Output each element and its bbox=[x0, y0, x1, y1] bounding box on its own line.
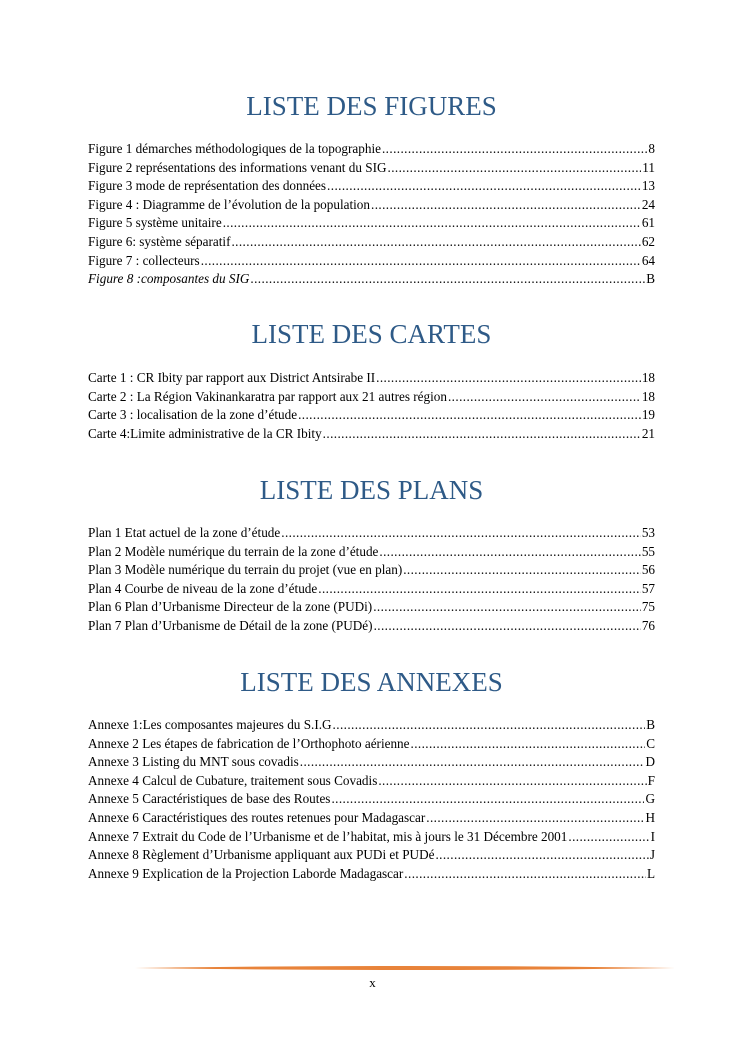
toc-list-annexes bbox=[88, 716, 655, 883]
toc-entry[interactable]: Annexe 2 Les étapes de fabrication de l’Orthophoto aérienne ..... C bbox=[88, 735, 655, 754]
toc-entry[interactable]: Carte 1 : CR Ibity par rapport aux District Antsirabe II ..... 18 bbox=[88, 369, 655, 388]
toc-entry[interactable]: Figure 6: système séparatif ..... 62 bbox=[88, 233, 655, 252]
toc-list-figures bbox=[88, 140, 655, 289]
toc-entry[interactable]: Figure 8 :composantes du SIG ..... B bbox=[88, 270, 655, 289]
toc-entry[interactable]: Figure 5 système unitaire ..... 61 bbox=[88, 214, 655, 233]
toc-entry[interactable]: Plan 4 Courbe de niveau de la zone d’étude ..... 57 bbox=[88, 580, 655, 599]
page-number: x bbox=[369, 975, 376, 990]
toc-entry[interactable]: Plan 6 Plan d’Urbanisme Directeur de la zone (PUDi) ..... 75 bbox=[88, 598, 655, 617]
toc-entry[interactable]: Annexe 3 Listing du MNT sous covadis ..... D bbox=[88, 753, 655, 772]
toc-entry[interactable]: Figure 1 démarches méthodologiques de la topographie ..... 8 bbox=[88, 140, 655, 159]
section-title-plans: LISTE DES PLANS bbox=[259, 475, 484, 505]
toc-entry[interactable]: Plan 2 Modèle numérique du terrain de la zone d’étude ..... 55 bbox=[88, 543, 655, 562]
toc-entry[interactable]: Figure 3 mode de représentation des données ..... 13 bbox=[88, 177, 655, 196]
toc-list-plans bbox=[88, 524, 655, 636]
toc-entry[interactable]: Annexe 9 Explication de la Projection Laborde Madagascar ..... L bbox=[88, 865, 655, 884]
toc-entry[interactable]: Plan 7 Plan d’Urbanisme de Détail de la zone (PUDé) ..... 76 bbox=[88, 617, 655, 636]
toc-list-cartes bbox=[88, 369, 655, 443]
toc-entry[interactable]: Plan 3 Modèle numérique du terrain du projet (vue en plan) ..... 56 bbox=[88, 561, 655, 580]
toc-entry[interactable]: Carte 4:Limite administrative de la CR Ibity ..... 21 bbox=[88, 425, 655, 444]
toc-entry[interactable]: Annexe 1:Les composantes majeures du S.I.G ..... B bbox=[88, 716, 655, 735]
toc-entry[interactable]: Annexe 6 Caractéristiques des routes retenues pour Madagascar ..... H bbox=[88, 809, 655, 828]
toc-entry[interactable]: Figure 4 : Diagramme de l’évolution de la population ..... 24 bbox=[88, 196, 655, 215]
section-title-annexes: LISTE DES ANNEXES bbox=[240, 667, 503, 697]
toc-entry[interactable]: Carte 2 : La Région Vakinankaratra par rapport aux 21 autres région ..... 18 bbox=[88, 388, 655, 407]
toc-entry[interactable]: Figure 7 : collecteurs ..... 64 bbox=[88, 252, 655, 271]
toc-entry[interactable]: Annexe 8 Règlement d’Urbanisme appliquant aux PUDi et PUDé ..... J bbox=[88, 846, 655, 865]
toc-entry[interactable]: Annexe 5 Caractéristiques de base des Routes ..... G bbox=[88, 790, 655, 809]
toc-entry[interactable]: Annexe 4 Calcul de Cubature, traitement sous Covadis ..... F bbox=[88, 772, 655, 791]
section-title-cartes: LISTE DES CARTES bbox=[251, 319, 492, 349]
toc-entry[interactable]: Annexe 7 Extrait du Code de l’Urbanisme et de l’habitat, mis à jours le 31 Décembre 2001 ..... I bbox=[88, 828, 655, 847]
toc-entry[interactable]: Carte 3 : localisation de la zone d’étude ..... 19 bbox=[88, 406, 655, 425]
toc-entry[interactable]: Plan 1 Etat actuel de la zone d’étude ..... 53 bbox=[88, 524, 655, 543]
section-title-figures: LISTE DES FIGURES bbox=[246, 91, 497, 121]
toc-entry[interactable]: Figure 2 représentations des informations venant du SIG ..... 11 bbox=[88, 159, 655, 178]
footer-divider bbox=[135, 963, 675, 973]
